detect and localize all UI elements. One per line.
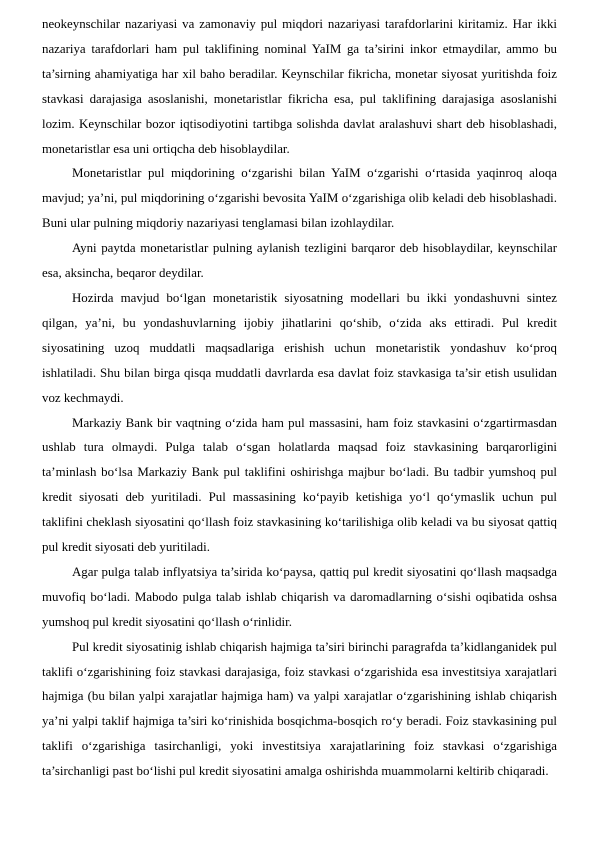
paragraph: Hozirda mavjud bo‘lgan monetaristik siyosatning modellari bu ikki yondashuvni sintez qilgan, ya’ni, bu yondashuvlarning ijobiy jihatlarini qo‘shib, o‘zida aks ettiradi. Pul kredit siyosatining uzoq muddatli maqsadlariga erishish uchun monetaristik yondashuv ko‘proq ishlatiladi. Shu bilan birga qisqa muddatli davrlarda esa davlat foiz stavkasiga ta’sir etish usulidan voz kechmaydi. (42, 290, 557, 405)
paragraph: Agar pulga talab inflyatsiya ta’sirida ko‘paysa, qattiq pul kredit siyosatini qo‘llash maqsadga muvofiq bo‘ladi. Mabodo pulga talab ishlab chiqarish va daromadlarning o‘sishi oqibatida oshsa yumshoq pul kredit siyosatini qo‘llash o‘rinlidir. (42, 564, 557, 629)
paragraph: Ayni paytda monetaristlar pulning aylanish tezligini barqaror deb hisoblaydilar, keynschilar esa, aksincha, beqaror deydilar. (42, 241, 557, 281)
paragraph: Monetaristlar pul miqdorining o‘zgarishi bilan YaIM o‘zgarishi o‘rtasida yaqinroq aloqa mavjud; ya’ni, pul miqdorining o‘zgarishi bevosita YaIM o‘zgarishiga olib keladi deb hisoblashadi. Buni ular pulning miqdoriy nazariyasi tenglamasi bilan izohlaydilar. (42, 166, 557, 231)
paragraph: Markaziy Bank bir vaqtning o‘zida ham pul massasini, ham foiz stavkasini o‘zgartirmasdan ushlab tura olmaydi. Pulga talab o‘sgan holatlarda maqsad foiz stavkasining barqarorligini ta’minlash bo‘lsa Markaziy Bank pul taklifini oshirishga majbur bo‘ladi. Bu tadbir yumshoq pul kredit siyosati deb yuritiladi. Pul massasining ko‘payib ketishiga yo‘l qo‘ymaslik uchun pul taklifini cheklash siyosatini qo‘llash foiz stavkasining ko‘tarilishiga olib keladi va bu siyosat qattiq pul kredit siyosati deb yuritiladi. (42, 415, 557, 555)
paragraph-continuation: neokeynschilar nazariyasi va zamonaviy pul miqdori nazariyasi tarafdorlarini kiritamiz. Har ikki nazariya tarafdorlari ham pul taklifining nominal YaIM ga ta’sirini inkor etmaydilar, ammo bu ta’sirning ahamiyatiga har xil baho beradilar. Keynschilar fikricha, monetar siyosat yuritishda foiz stavkasi darajasiga asoslanishi, monetaristlar fikricha esa, pul taklifining darajasiga asoslanishi lozim. Keynschilar bozor iqtisodiyotini tartibga solishda davlat aralashuvi shart deb hisoblashadi, monetaristlar esa uni ortiqcha deb hisoblaydilar. (42, 17, 557, 156)
paragraph: Pul kredit siyosatinig ishlab chiqarish hajmiga ta’siri birinchi paragrafda ta’kidlanganidek pul taklifi o‘zgarishining foiz stavkasi darajasiga, foiz stavkasi o‘zgarishida esa investitsiya xarajatlari hajmiga (bu bilan yalpi xarajatlar hajmiga ham) va yalpi xarajatlar o‘zgarishining ishlab chiqarish ya’ni yalpi taklif hajmiga ta’siri ko‘rinishida bosqichma-bosqich ro‘y beradi. Foiz stavkasining pul taklifi o‘zgarishiga tasirchanligi, yoki investitsiya xarajatlarining foiz stavkasi o‘zgarishiga ta’sirchanligi past bo‘lishi pul kredit siyosatini amalga oshirishda muammolarni keltirib chiqaradi. (42, 639, 557, 779)
document-page (42, 12, 557, 784)
